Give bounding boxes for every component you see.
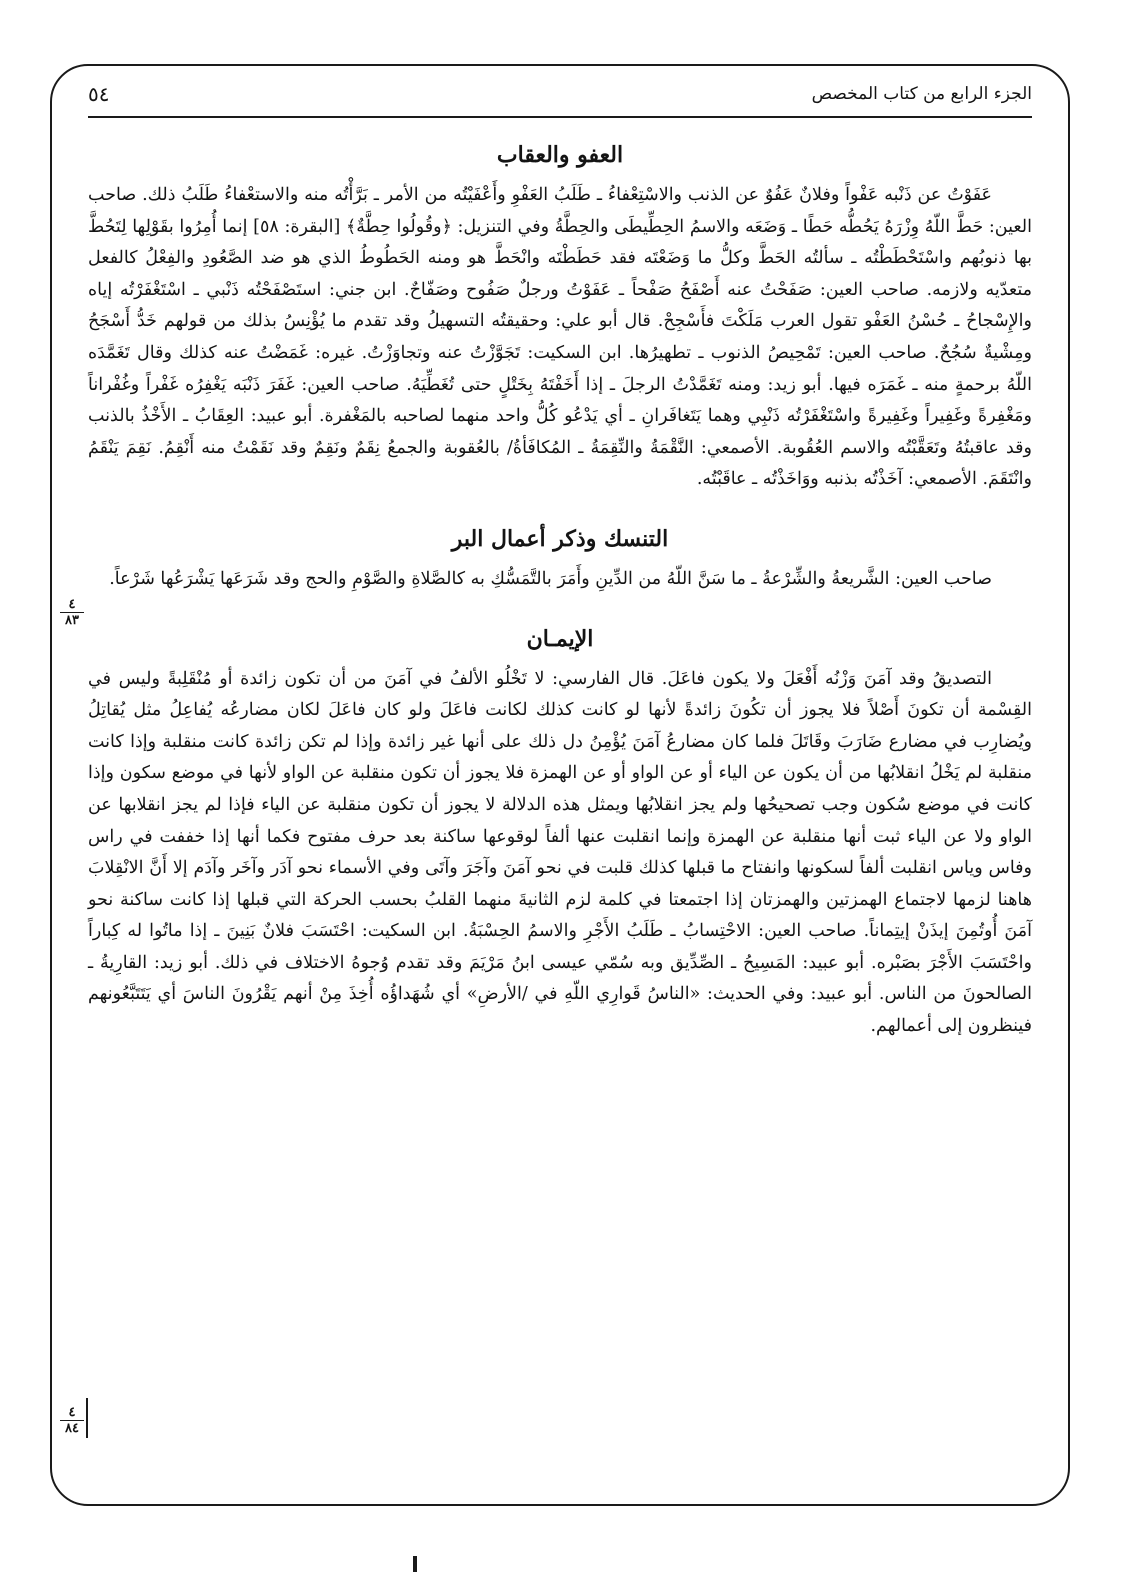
margin-page-reference	[60, 598, 84, 627]
section-text: عَفَوْتُ عن ذَنْبه عَفْواً وفلانٌ عَفُوٌ عن الذنب والاسْتِعْفاءُ ـ طَلَبُ العَفْوِ وأَعْفَيْتُه من الأمر ـ بَرَّأْتُه منه والاستعْفاءُ طَلَبُ ذلك. صاحب العين: حَطَّ اللّهُ وِزْرَهُ يَحُطُّه حَطًا ـ وَضَعَه والاسمُ الحِطِّيطَى والحِطَّةُ وفي التنزيل: ﴿وقُولُوا حِطَّةٌ﴾ [البقرة: ٥٨] إنما أُمِرُوا بقَوْلِها لِتَحُطَّ بها ذنوبُهم واسْتَحْطَطْتُه ـ سألتُه الحَطَّ وكلُّ ما وَضَعْتَه فقد حَطَطْتَه وانْحَطَّ هو ومنه الحَطُوطُ الذي هو ضد الصَّعُودِ والفِعْلُ كالفعل متعدّيه ولازمه. صاحب العين: صَفَحْتُ عنه أَصْفَحُ صَفْحاً ـ عَفَوْتُ ورجلٌ صَفُوح وصَفّاحٌ. ابن جني: استَصْفَحْتُه ذَنْبي ـ اسْتَغْفَرْتُه إياه والإِسْجاحُ ـ حُسْنُ العَفْو تقول العرب مَلَكْتَ فأَسْجِحْ. قال أبو علي: وحقيقتُه التسهيلُ وقد تقدم ما يُؤْنِسُ بذلك من قولهم خَدُّ أَسْجَحُ ومِشْيةٌ سُجُحٌ. صاحب العين: تَمْحِيصُ الذنوب ـ تطهيرُها. ابن السكيت: تَجَوَّزْتُ عنه وتجاوَزْتُ. غيره: غَمَضْتُ عنه كذلك وقال تَغَمَّدَه اللّهُ برحمةٍ منه ـ غَمَرَه فيها. أبو زيد: ومنه تَغَمَّدْتُ الرجلَ ـ إذا أَخَفْتَهُ بِخَتْلٍ حتى تُغَطِّيَهُ. صاحب العين: غَفَرَ ذَنْبَه يَغْفِرُه غَفْراً وغُفْراناً ومَغْفِرةً وغَفِيراً وغَفِيرةً واسْتَغْفَرْتُه ذَنْبِي وهما يَتَغافَرانِ ـ أي يَدْعُو كُلُّ واحد منهما لصاحبه بالمَغْفرة. أبو عبيد: العِقَابُ ـ الأَخْذُ بالذنب وقد عاقبتُهُ وتَعَقَّبْتُه والاسم العُقُوبة. الأصمعي: النَّقْمَةُ والنِّقِمَةُ ـ المُكافَأةُ/ بالعُقوبة والجمعُ نِقَمٌ ونَقِمٌ وقد نَقَمْتُ منه أَنْقِمُ. نَقِمَ يَنْقَمُ وانْتَقَمَ. الأصمعي: آخَذْتُه بذنبه ووَاخَذْتُه ـ عاقَبْتُه.	[88, 185, 1032, 490]
section-faith	[88, 626, 1032, 1043]
section-text: التصديقُ وقد آمَنَ وَزْنُه أَفْعَلَ ولا يكون فاعَلَ. قال الفارسي: لا تَخْلُو الألفُ في آمَنَ من أن تكون زائدة أو مُنْقَلِبةً وليس في القِسْمة أن تكونَ أَصْلاً فلا يجوز أن تكُونَ زائدةً لأنها لو كانت كذلك لكانت فاعَلَ ولو كان فاعَلَ لكان مضارعُه يُفاعِلُ مثل يُقاتِلُ ويُضارِب في مضارع ضَارَبَ وقَاتَلَ فلما كان مضارعُ آمَنَ يُؤْمِنُ دل ذلك على أنها غير زائدة وإذا لم تكن زائدة كانت منقلبة وإذا كانت منقلبة لم يَخْلُ انقلابُها من أن يكون عن الياء أو عن الواو أو عن الهمزة فلا يجوز أن تكون منقلبة عن الواو لأنها في موضع سكون وإذا كانت في موضع سُكون وجب تصحيحُها ولم يجز انقلابُها ويمثل هذه الدلالة لا يجوز أن تكون منقلبة عن الياء فإذا لم يجز انقلابها عن الواو ولا عن الياء ثبت أنها منقلبة عن الهمزة وإنما انقلبت عنها ألفاً لوقوعها ساكنة بعد حرف مفتوح فكما أنها إذا خففت في راس وفاس وياس انقلبت ألفاً لسكونها وانفتاح ما قبلها كذلك قلبت في نحو آمَنَ وآجَرَ وآتَى وفي الأسماء نحو آدَر وآخَر وآدَم إلا أَنَّ الانْقِلابَ هاهنا لزمها لاجتماع الهمزتين والهمزتان إذا اجتمعتا في كلمة لزم الثانيةَ منهما القلبُ بحسب الحركة التي قبلها إذا كانت ساكنة نحو آمَنَ أُوتُمِنَ إيذَنْ إيتِماناً. صاحب العين: الاحْتِسابُ ـ طَلَبُ الأَجْرِ والاسمُ الحِسْبَةُ. ابن السكيت: احْتَسَبَ فلانٌ بَنِينَ ـ إذا ماتُوا له كِباراً واحْتَسَبَ الأَجْرَ بصَبْره. أبو عبيد: المَسِيحُ ـ الصِّدِّيق وبه سُمّي عيسى ابنُ مَرْيَمَ وقد تقدم وُجوهُ الاختلاف في ذلك. أبو زيد: القارِيةُ ـ الصالحونَ من الناس. أبو عبيد: وفي الحديث: «الناسُ قَوارِي اللّهِ في /الأرضِ» أي شُهَداؤُه أُخِذَ مِنْ أنهم يَقْرُونَ الناسَ أي يَتَتَبَّعُونهم فينظرون إلى أعمالهم.	[88, 668, 1032, 1037]
section-piety	[88, 526, 1032, 596]
section-title: التنسك وذكر أعمال البر	[451, 525, 669, 552]
page-body	[88, 132, 1032, 1043]
section-forgiveness	[88, 142, 1032, 496]
book-title: الجزء الرابع من كتاب المخصص	[811, 84, 1032, 104]
margin-reference-page: ٨٤	[65, 1421, 79, 1436]
margin-page-reference	[60, 1406, 84, 1435]
margin-reference-page: ٨٣	[65, 613, 79, 628]
section-title: العفو والعقاب	[496, 142, 624, 168]
margin-reference-volume: ٤	[60, 598, 84, 613]
footer-mark	[413, 1556, 417, 1572]
section-title: الإيمـان	[526, 625, 594, 652]
margin-reference-volume: ٤	[60, 1406, 84, 1421]
margin-bar	[86, 1398, 88, 1438]
page-header	[88, 78, 1032, 118]
page-number: ٥٤	[88, 82, 110, 106]
section-text: صاحب العين: الشَّريعةُ والشِّرْعةُ ـ ما سَنَّ اللّهُ من الدِّينِ وأَمَرَ بالتَّمَسُّكِ به كالصَّلاةِ والصَّوْمِ والحج وقد شَرَعَها يَشْرَعُها شَرْعاً.	[109, 568, 992, 589]
